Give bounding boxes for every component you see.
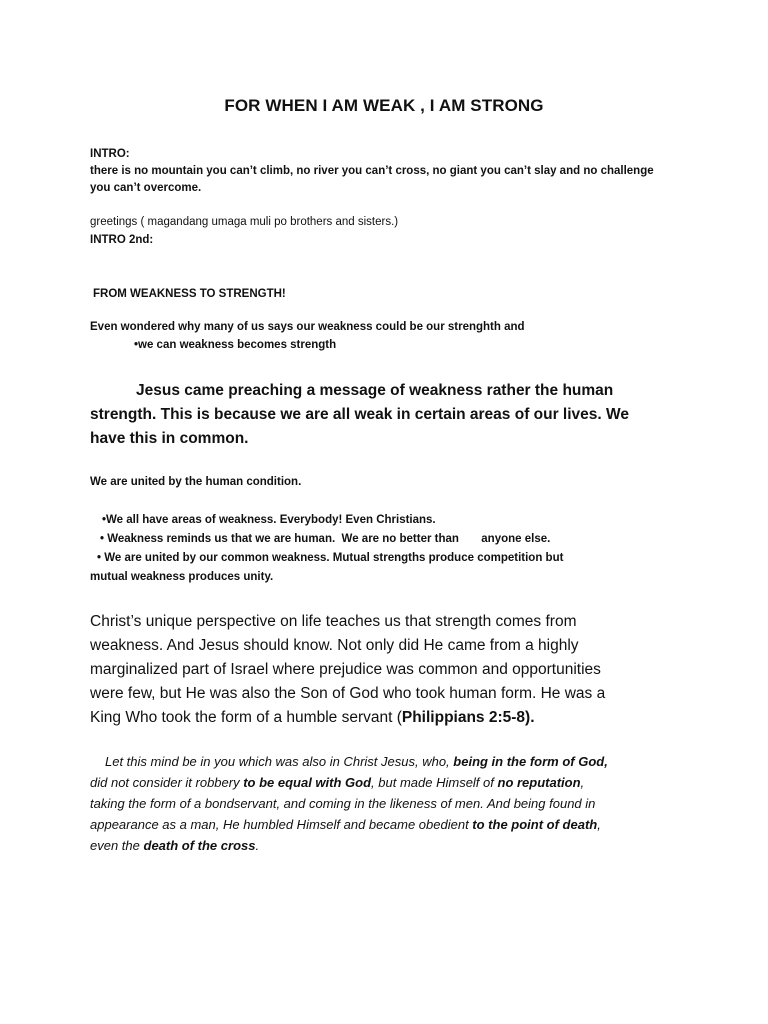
quote-text: did not consider it robbery	[90, 775, 244, 790]
quote-text: Let this mind be in you which was also in Christ Jesus, who,	[105, 754, 454, 769]
bullet-3: • We are united by our common weakness. Mutual strengths produce competition but	[97, 552, 564, 564]
quote-line-2	[90, 773, 690, 794]
page-title: FOR WHEN I AM WEAK , I AM STRONG	[224, 96, 544, 115]
quote-emphasis: being in the form of God,	[453, 754, 608, 769]
bullet-1: •We all have areas of weakness. Everybody! Even Christians.	[102, 514, 436, 526]
quote-emphasis: to be equal with God	[243, 775, 372, 790]
quote-emphasis: no reputation	[497, 775, 581, 790]
quote-text: ,	[580, 775, 585, 790]
quote-text: ,	[597, 817, 601, 832]
quote-line-3: taking the form of a bondservant, and coming in the likeness of men. And being found in	[90, 796, 596, 811]
intro-label: INTRO:	[90, 148, 130, 160]
quote-emphasis: death of the cross	[143, 838, 256, 853]
intro-line-1: there is no mountain you can’t climb, no river you can’t cross, no giant you can’t slay and no challenge	[90, 165, 654, 177]
scripture-reference: Philippians 2:5-8).	[401, 709, 535, 726]
intro-2nd-label: INTRO 2nd:	[90, 234, 154, 246]
bullet-3-cont: mutual weakness produces unity.	[90, 571, 274, 583]
christ-para-line-4: were few, but He was also the Son of God who took human form. He was a	[90, 685, 606, 702]
big-para-line-1: Jesus came preaching a message of weakness rather the human	[136, 382, 614, 399]
quote-emphasis: to the point of death	[472, 817, 598, 832]
wondered-bullet: •we can weakness becomes strength	[134, 339, 337, 351]
wondered-line-1: Even wondered why many of us says our weakness could be our strenghth and	[90, 321, 525, 333]
greetings-line: greetings ( magandang umaga muli po brothers and sisters.)	[90, 216, 399, 228]
christ-para-line-1: Christ’s unique perspective on life teaches us that strength comes from	[90, 613, 577, 630]
quote-line-5	[90, 836, 690, 857]
christ-para-line-2: weakness. And Jesus should know. Not only did He came from a highly	[90, 637, 579, 654]
quote-line-4	[90, 815, 690, 836]
christ-para-line-5	[90, 706, 690, 731]
intro-line-2: you can’t overcome.	[90, 182, 202, 194]
united-heading: We are united by the human condition.	[90, 476, 302, 488]
quote-text: , but made Himself of	[371, 775, 498, 790]
bullet-2: • Weakness reminds us that we are human. We are no better than anyone else.	[100, 533, 551, 545]
christ-para-line-5-text: King Who took the form of a humble servant (	[90, 709, 402, 726]
quote-text: appearance as a man, He humbled Himself and became obedient	[90, 817, 473, 832]
christ-para-line-3: marginalized part of Israel where prejudice was common and opportunities	[90, 661, 601, 678]
big-para-line-3: have this in common.	[90, 430, 249, 447]
section-heading: FROM WEAKNESS TO STRENGTH!	[93, 288, 286, 300]
quote-text: even the	[90, 838, 144, 853]
big-para-line-2: strength. This is because we are all weak in certain areas of our lives. We	[90, 406, 629, 423]
quote-text: .	[255, 838, 260, 853]
quote-line-1	[105, 752, 705, 773]
